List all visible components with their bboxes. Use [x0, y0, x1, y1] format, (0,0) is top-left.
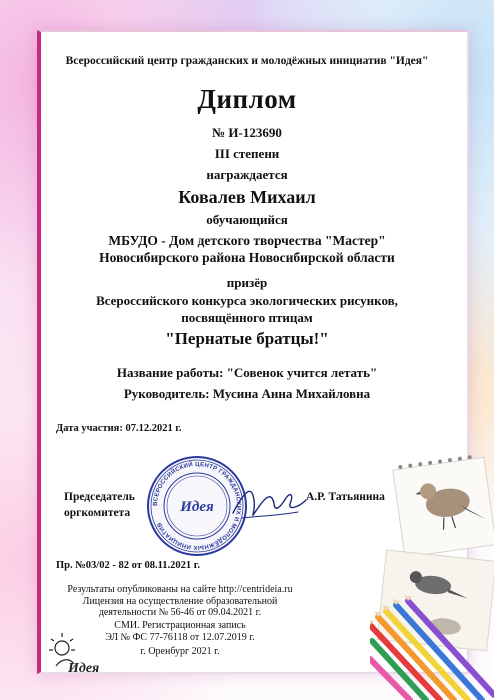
contest-line-2: посвящённого птицам: [181, 310, 313, 325]
diploma-degree: III степени: [214, 146, 280, 161]
footer-line-6: г. Оренбург 2021 г.: [140, 646, 220, 657]
footer-line-3: деятельности № 56-46 от 09.04.2021 г.: [98, 607, 262, 618]
order-number: Пр. №03/02 - 82 от 08.11.2021 г.: [56, 560, 200, 571]
contest-line-1: Всероссийского конкурса экологических рисунков,: [96, 293, 398, 308]
organization-name: Всероссийский центр гражданских и молодёжных инициатив "Идея": [65, 55, 429, 67]
supervisor: Руководитель: Мусина Анна Михайловна: [123, 386, 371, 401]
stamp-center-text: Идея: [180, 499, 214, 515]
signer-name: А.Р. Татьянина: [306, 491, 385, 503]
footer-line-4: СМИ. Регистрационная запись: [114, 620, 246, 631]
footer-line-5: ЭЛ № ФС 77-76118 от 12.07.2019 г.: [105, 631, 255, 643]
stamp-ring-text: ВСЕРОССИЙСКИЙ ЦЕНТР ГРАЖДАНСКИХ И МОЛОДЁЖНЫХ ИНИЦИАТИВ: [152, 461, 242, 551]
chair-label-line-1: Председатель: [64, 491, 135, 503]
prize-label: призёр: [226, 275, 268, 290]
footer-line-1: Результаты опубликованы на сайте http://centrideia.ru: [67, 584, 293, 595]
footer-line-2: Лицензия на осуществление образовательной: [82, 595, 278, 607]
contest-name: "Пернатые братцы!": [165, 329, 329, 348]
ideya-logo: [48, 628, 118, 678]
school-line-2: Новосибирского района Новосибирской области: [99, 250, 395, 265]
bird-sketch-illustration: [370, 445, 494, 700]
awarded-label: награждается: [206, 167, 288, 182]
school-line-1: МБУДО - Дом детского творчества "Мастер": [108, 233, 386, 248]
recipient-name: Ковалев Михаил: [178, 187, 316, 207]
work-title: Название работы: "Совенок учится летать": [116, 365, 378, 380]
recipient-role: обучающийся: [206, 212, 288, 227]
diploma-title: Диплом: [197, 84, 297, 114]
signature: [228, 478, 308, 528]
diploma-number: № И-123690: [212, 125, 282, 140]
participation-date: Дата участия: 07.12.2021 г.: [56, 423, 182, 434]
chair-label-line-2: оргкомитета: [64, 507, 131, 519]
logo-text: Идея: [68, 661, 100, 676]
